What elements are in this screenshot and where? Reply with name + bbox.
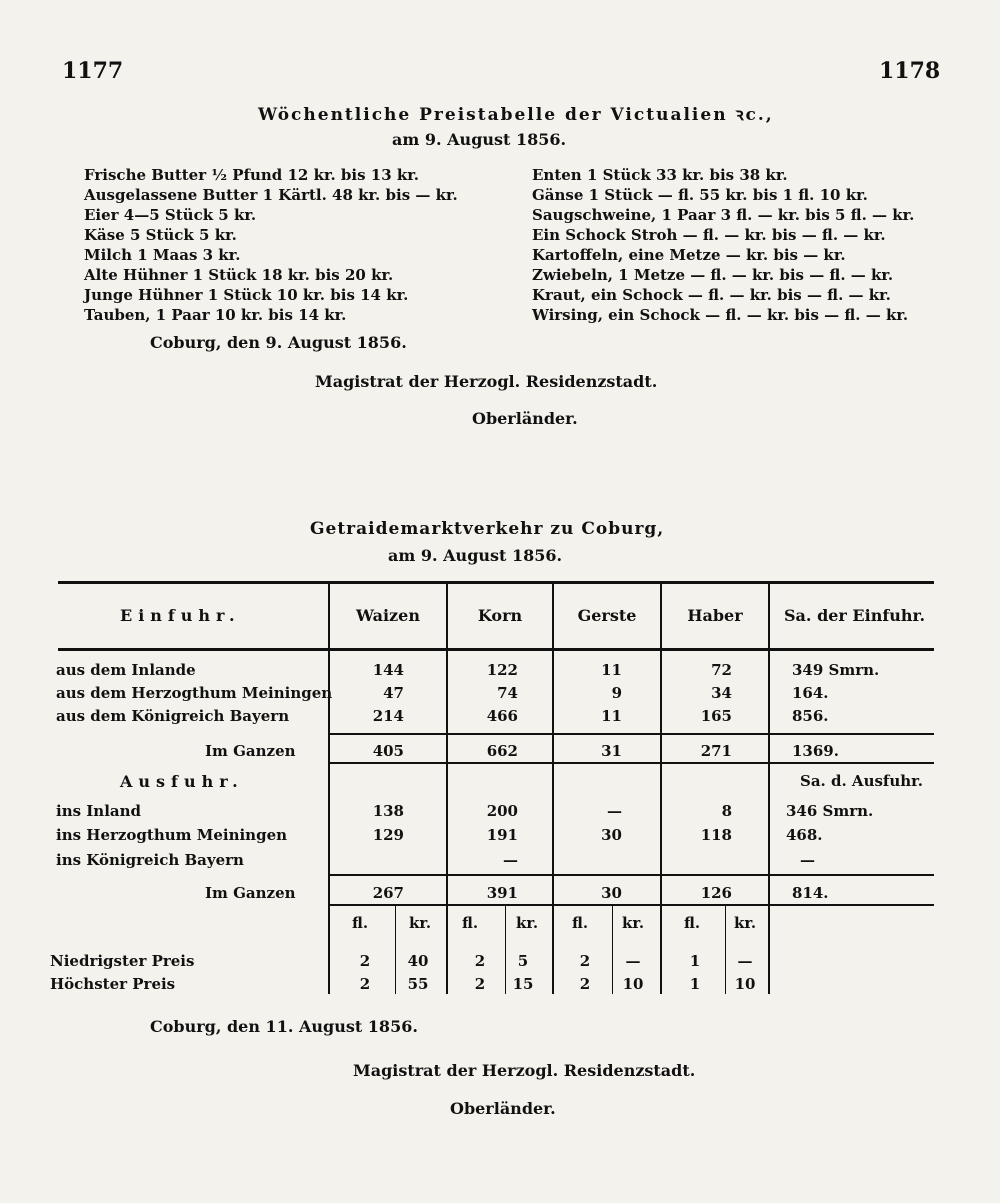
list-item: Eier 4—5 Stück 5 kr.	[84, 206, 257, 224]
cell-korn: 662	[486, 742, 518, 760]
cell-waizen: 214	[372, 707, 404, 725]
cell-gerste: 11	[601, 707, 622, 725]
cell-waizen: 129	[372, 826, 404, 844]
cell-haber-kr: 10	[734, 975, 756, 993]
subcol-rule	[612, 906, 613, 994]
place-date-2: Coburg, den 11. August 1856.	[150, 1017, 418, 1036]
cell-waizen-kr: 55	[407, 975, 429, 993]
cell-gerste: 30	[601, 826, 622, 844]
price-list-left	[84, 165, 458, 325]
page-title: Wöchentliche Preistabelle der Victualien ꝛc.,	[258, 105, 774, 125]
magistrat-1: Magistrat der Herzogl. Residenzstadt.	[315, 372, 658, 391]
cell-haber: 165	[700, 707, 732, 725]
cell-waizen: 47	[383, 684, 404, 702]
title-date: am 9. August 1856.	[392, 130, 567, 149]
list-item: Käse 5 Stück 5 kr.	[84, 226, 237, 244]
cell-haber-fl: 1	[689, 952, 701, 970]
list-item: Junge Hühner 1 Stück 10 kr. bis 14 kr.	[84, 286, 409, 304]
unit-kr: kr.	[734, 914, 757, 932]
unit-fl: fl.	[462, 914, 479, 932]
row-label: ins Herzogthum Meiningen	[56, 826, 288, 844]
row-label: aus dem Inlande	[56, 661, 196, 679]
cell-gerste: 30	[601, 884, 622, 902]
list-item: Wirsing, ein Schock — fl. — kr. bis — fl. — kr.	[532, 306, 909, 324]
col-rule	[446, 584, 448, 994]
row-label: Im Ganzen	[205, 884, 296, 902]
cell-sum: 856.	[792, 707, 829, 725]
cell-haber: 34	[711, 684, 732, 702]
unit-fl: fl.	[684, 914, 701, 932]
cell-sum: 1369.	[792, 742, 839, 760]
col-rule	[660, 584, 662, 994]
header-ausfuhr: Ausfuhr.	[120, 772, 244, 791]
cell-waizen: 267	[372, 884, 404, 902]
unit-kr: kr.	[516, 914, 539, 932]
cell-waizen: 138	[372, 802, 404, 820]
header-korn: Korn	[477, 606, 523, 625]
signer-1: Oberländer.	[472, 409, 578, 428]
row-label: ins Inland	[56, 802, 142, 820]
cell-korn: 191	[486, 826, 518, 844]
market-title: Getraidemarktverkehr zu Coburg,	[310, 519, 665, 539]
cell-gerste: —	[607, 802, 622, 820]
cell-waizen: 144	[372, 661, 404, 679]
cell-sum: —	[800, 851, 815, 869]
list-item: Enten 1 Stück 33 kr. bis 38 kr.	[532, 166, 788, 184]
list-item: Frische Butter ½ Pfund 12 kr. bis 13 kr.	[84, 166, 420, 184]
cell-korn: 391	[486, 884, 518, 902]
cell-korn-fl: 2	[474, 975, 486, 993]
cell-gerste: 11	[601, 661, 622, 679]
header-sum-ausfuhr: Sa. d. Ausfuhr.	[800, 772, 923, 790]
cell-sum: 814.	[792, 884, 829, 902]
cell-waizen-kr: 40	[407, 952, 429, 970]
table-header-rule	[58, 648, 934, 651]
cell-korn-fl: 2	[474, 952, 486, 970]
cell-korn-kr: 5	[517, 952, 529, 970]
price-top-rule	[328, 904, 934, 906]
subcol-rule	[505, 906, 506, 994]
list-item: Ausgelassene Butter 1 Kärtl. 48 kr. bis — kr.	[84, 186, 458, 204]
header-sum-einfuhr: Sa. der Einfuhr.	[784, 606, 926, 625]
cell-gerste-kr: 10	[622, 975, 644, 993]
cell-korn: 74	[497, 684, 518, 702]
cell-korn: 466	[486, 707, 518, 725]
cell-korn: —	[503, 851, 518, 869]
list-item: Kartoffeln, eine Metze — kr. bis — kr.	[532, 246, 846, 264]
unit-kr: kr.	[409, 914, 432, 932]
cell-haber-kr: —	[737, 952, 753, 970]
cell-haber: 8	[721, 802, 732, 820]
subcol-rule	[395, 906, 396, 994]
row-label: Im Ganzen	[205, 742, 296, 760]
subcol-rule	[725, 906, 726, 994]
row-label: aus dem Königreich Bayern	[56, 707, 290, 725]
cell-haber: 126	[700, 884, 732, 902]
page-number-left: 1177	[62, 58, 124, 84]
list-item: Kraut, ein Schock — fl. — kr. bis — fl. — kr.	[532, 286, 891, 304]
export-top-rule	[328, 762, 934, 764]
cell-gerste: 9	[611, 684, 622, 702]
col-rule	[552, 584, 554, 994]
list-item: Saugschweine, 1 Paar 3 fl. — kr. bis 5 fl. — kr.	[532, 206, 915, 224]
list-item: Zwiebeln, 1 Metze — fl. — kr. bis — fl. — kr.	[532, 266, 894, 284]
place-date-1: Coburg, den 9. August 1856.	[150, 333, 407, 352]
market-date: am 9. August 1856.	[388, 546, 563, 565]
header-waizen: Waizen	[356, 606, 420, 625]
row-label: Niedrigster Preis	[50, 952, 195, 970]
cell-waizen-fl: 2	[359, 952, 371, 970]
row-label: Höchster Preis	[50, 975, 176, 993]
cell-gerste-kr: —	[625, 952, 641, 970]
cell-waizen: 405	[372, 742, 404, 760]
cell-haber-fl: 1	[689, 975, 701, 993]
cell-haber: 118	[700, 826, 732, 844]
price-list-right	[532, 165, 914, 325]
cell-haber: 271	[700, 742, 732, 760]
page-number-right: 1178	[879, 58, 941, 84]
cell-gerste-fl: 2	[579, 975, 591, 993]
col-rule	[328, 584, 330, 994]
cell-sum: 468.	[786, 826, 823, 844]
magistrat-2: Magistrat der Herzogl. Residenzstadt.	[353, 1061, 696, 1080]
col-rule	[768, 584, 770, 994]
header-einfuhr: Einfuhr.	[120, 606, 241, 625]
list-item: Alte Hühner 1 Stück 18 kr. bis 20 kr.	[84, 266, 394, 284]
list-item: Ein Schock Stroh — fl. — kr. bis — fl. — kr.	[532, 226, 886, 244]
cell-korn: 122	[486, 661, 518, 679]
unit-fl: fl.	[572, 914, 589, 932]
unit-fl: fl.	[352, 914, 369, 932]
row-label: ins Königreich Bayern	[56, 851, 244, 869]
cell-sum: 346 Smrn.	[786, 802, 874, 820]
cell-gerste-fl: 2	[579, 952, 591, 970]
cell-korn: 200	[486, 802, 518, 820]
list-item: Tauben, 1 Paar 10 kr. bis 14 kr.	[84, 306, 347, 324]
header-gerste: Gerste	[577, 606, 637, 625]
signer-2: Oberländer.	[450, 1099, 556, 1118]
cell-gerste: 31	[601, 742, 622, 760]
cell-korn-kr: 15	[512, 975, 534, 993]
cell-sum: 349 Smrn.	[792, 661, 880, 679]
list-item: Gänse 1 Stück — fl. 55 kr. bis 1 fl. 10 kr.	[532, 186, 868, 204]
import-total-rule	[328, 733, 934, 735]
list-item: Milch 1 Maas 3 kr.	[84, 246, 241, 264]
table-top-rule	[58, 581, 934, 584]
cell-haber: 72	[711, 661, 732, 679]
header-haber: Haber	[687, 606, 743, 625]
unit-kr: kr.	[622, 914, 645, 932]
export-total-rule	[328, 874, 934, 876]
cell-sum: 164.	[792, 684, 829, 702]
cell-waizen-fl: 2	[359, 975, 371, 993]
row-label: aus dem Herzogthum Meiningen	[56, 684, 333, 702]
